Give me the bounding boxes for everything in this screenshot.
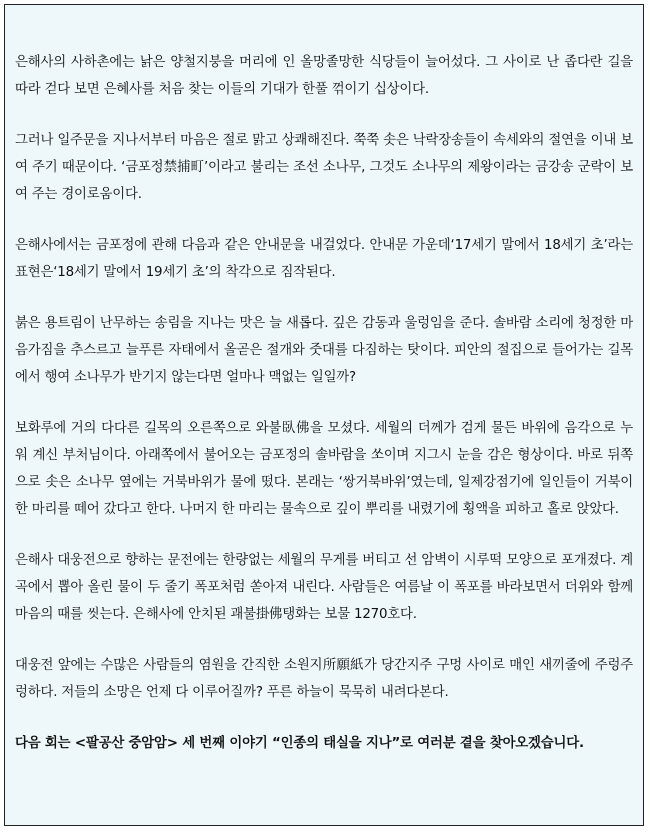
next-episode-notice: 다음 회는 <팔공산 중암암> 세 번째 이야기 “인종의 태실을 지나”로 여러분 곁을 찾아오겠습니다. <box>15 736 584 751</box>
paragraph-5: 보화루에 거의 다다른 길목의 오른쪽으로 와불臥佛을 모셨다. 세월의 더께가 검게 물든 바위에 음각으로 누워 계신 부처님이다. 아래쪽에서 불어오는 금포정의 솔바람을 쏘이며 지그시 눈을 감은 형상이다. 바로 뒤쪽으로 솟은 소나무 옆에는 거북바위가 물에 떴다. 본래는 ‘쌍거북바위’였는데, 일제강점기에 일인들이 거북이 한 마리를 떼어 갔다고 한다. 나머지 한 마리는 물속으로 깊이 뿌리를 내렸기에 횡액을 피하고 홀로 앉았다. <box>15 421 633 517</box>
paragraph-4: 붉은 용트림이 난무하는 송림을 지나는 맛은 늘 새롭다. 깊은 감동과 울렁임을 준다. 솔바람 소리에 청정한 마음가짐을 추스르고 늘푸른 자태에서 올곧은 절개와 줏대를 다짐하는 탓이다. 피안의 절집으로 들어가는 길목에서 행여 소나무가 반기지 않는다면 얼마나 맥없는 일일까? <box>15 316 633 385</box>
article-box <box>4 4 644 826</box>
paragraph-1: 은해사의 사하촌에는 낡은 양철지붕을 머리에 인 올망졸망한 식당들이 늘어섰다. 그 사이로 난 좁다란 길을 따라 걷다 보면 은혜사를 처음 찾는 이들의 기대가 한풀 꺾이기 십상이다. <box>15 55 633 97</box>
paragraph-2: 그러나 일주문을 지나서부터 마음은 절로 맑고 상쾌해진다. 쭉쭉 솟은 낙락장송들이 속세와의 절연을 이내 보여 주기 때문이다. ‘금포정禁捕町’이라고 불리는 조선 소나무, 그것도 소나무의 제왕이라는 금강송 군락이 보여 주는 경이로움이다. <box>15 133 633 202</box>
paragraph-6: 은해사 대웅전으로 향하는 문전에는 한량없는 세월의 무게를 버티고 선 암벽이 시루떡 모양으로 포개졌다. 계곡에서 뽑아 올린 물이 두 줄기 폭포처럼 쏟아져 내린다. 사람들은 여름날 이 폭포를 바라보면서 더위와 함께 마음의 때를 씻는다. 은해사에 안치된 괘불掛佛탱화는 보물 1270호다. <box>15 553 633 622</box>
paragraph-7: 대웅전 앞에는 수많은 사람들의 염원을 간직한 소원지所願紙가 당간지주 구멍 사이로 매인 새끼줄에 주렁주렁하다. 저들의 소망은 언제 다 이루어질까? 푸른 하늘이 묵묵히 내려다본다. <box>15 658 633 700</box>
paragraph-3: 은해사에서는 금포정에 관해 다음과 같은 안내문을 내걸었다. 안내문 가운데‘17세기 말에서 18세기 초’라는 표현은‘18세기 말에서 19세기 초’의 착각으로 짐작된다. <box>15 238 633 280</box>
